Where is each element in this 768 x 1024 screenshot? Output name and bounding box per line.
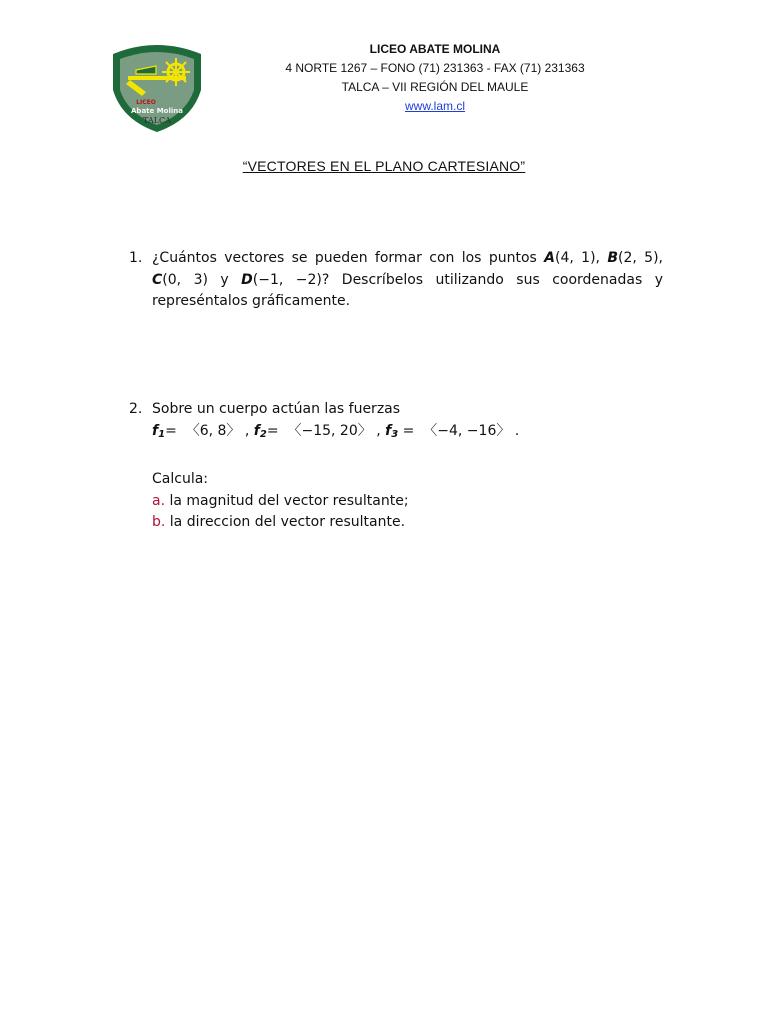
force-3-symbol: $f_3$ — [385, 422, 399, 440]
question-text — [152, 399, 519, 534]
force-1-value: 〈6, 8〉 — [185, 422, 241, 439]
school-website-link[interactable]: www.lam.cl — [404, 99, 465, 113]
point-b-label: B — [607, 250, 619, 266]
school-name: LICEO ABATE MOLINA — [369, 42, 501, 56]
force-3-value: 〈−4, −16〉 — [423, 422, 511, 439]
force-2-value: 〈−15, 20〉 — [287, 422, 372, 439]
school-address: 4 NORTE 1267 – FONO (71) 231363 - FAX (71) 231363 — [285, 61, 585, 75]
logo-line3: TALCA — [143, 116, 171, 125]
school-logo — [110, 40, 204, 134]
school-city: TALCA – VII REGIÓN DEL MAULE — [341, 80, 529, 94]
item-letter: b. — [152, 514, 166, 530]
question-number: 1. — [129, 250, 143, 266]
force-1-symbol: $f_1$ — [152, 422, 166, 440]
question-intro: Sobre un cuerpo actúan las fuerzas — [152, 401, 401, 417]
item-letter: a. — [152, 492, 166, 509]
forces-line: $f_1=$ 〈6, 8〉 , $f_2=$ 〈−15, 20〉 , $f_3$ = 〈−4, −16〉 . — [152, 422, 520, 440]
question-text: ¿Cuántos vectores se pueden formar con los puntos A(4, 1), B(2, 5), C(0, 3) y D(−1, −2)? Descríbelos utilizando sus coordenadas y represéntalos gráficamente. — [152, 250, 664, 309]
sub-item-a: a. la magnitud del vector resultante; — [152, 492, 409, 509]
logo-line2: Abate Molina — [131, 107, 183, 115]
letterhead — [250, 40, 620, 116]
question-number: 2. — [129, 401, 143, 417]
document-title: “VECTORES EN EL PLANO CARTESIANO” — [242, 158, 526, 174]
calc-label: Calcula: — [152, 471, 208, 487]
point-c-label: C — [152, 271, 163, 288]
force-2-symbol: $f_2$ — [253, 422, 267, 440]
point-d-label: D — [241, 271, 253, 288]
logo-line1: LICEO — [136, 99, 156, 106]
sub-item-b: b. la direccion del vector resultante. — [152, 514, 406, 530]
point-a-label: A — [544, 250, 555, 266]
